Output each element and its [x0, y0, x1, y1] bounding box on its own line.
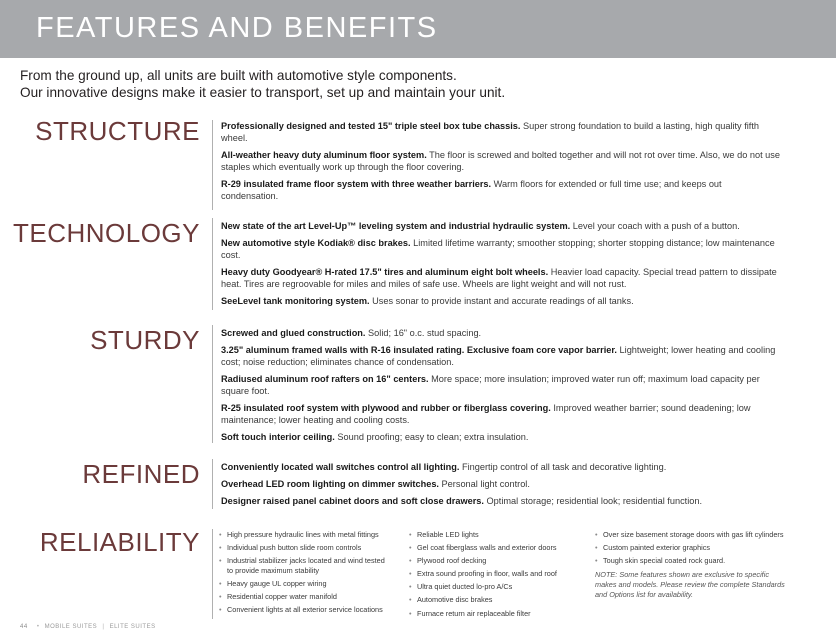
- feature-text: Level your coach with a push of a button.: [572, 221, 740, 231]
- footer-right-label: ELITE SUITES: [109, 624, 156, 630]
- feature-text: Solid; 16" o.c. stud spacing.: [368, 328, 482, 338]
- feature-text: Limited lifetime warranty; smoother stopping; shorter stopping distance; low maintenance cost.: [221, 238, 775, 260]
- section-divider: [212, 529, 213, 619]
- feature-text: Warm floors for extended or full time use; and keeps out condensation.: [221, 179, 722, 201]
- list-item: • Custom painted exterior graphics: [595, 543, 711, 553]
- list-item: • Extra sound proofing in floor, walls and roof: [409, 569, 557, 579]
- section-heading: REFINED: [82, 459, 200, 489]
- list-item: • Ultra quiet ducted lo-pro A/Cs: [409, 582, 513, 592]
- list-item: • Convenient lights at all exterior service locations: [219, 605, 383, 615]
- list-item: • Gel coat fiberglass walls and exterior doors: [409, 543, 557, 553]
- feature-list: [221, 220, 781, 312]
- page-title: FEATURES AND BENEFITS: [36, 12, 438, 44]
- list-item: • Tough skin special coated rock guard.: [595, 556, 726, 566]
- feature-text: Optimal storage; residential look; residential function.: [486, 496, 703, 506]
- feature-lead: Professionally designed and tested 15" triple steel box tube chassis.: [221, 121, 521, 131]
- section-heading: TECHNOLOGY: [12, 218, 200, 248]
- feature-item: [221, 478, 781, 490]
- feature-text: Fingertip control of all task and decorative lighting.: [461, 462, 667, 472]
- reliability-column: [595, 530, 785, 600]
- list-item-text: Automotive disc brakes: [417, 595, 493, 605]
- feature-text: Sound proofing; easy to clean; extra insulation.: [337, 432, 529, 442]
- footer-separator: |: [102, 624, 105, 630]
- page-number: 44: [20, 624, 28, 630]
- list-item: • High pressure hydraulic lines with metal fittings: [219, 530, 379, 539]
- feature-item: [221, 295, 781, 307]
- list-item-text: Gel coat fiberglass walls and exterior doors: [417, 543, 557, 553]
- list-item-text: Extra sound proofing in floor, walls and roof: [417, 569, 557, 579]
- list-item-text: Plywood roof decking: [417, 556, 487, 566]
- list-item-text: Industrial stabilizer jacks located and wind tested to provide maximum stability: [227, 556, 385, 576]
- feature-item: [221, 402, 781, 426]
- feature-text: Super strong foundation to build a lasting, high quality fifth wheel.: [221, 121, 760, 143]
- list-item-text: Over size basement storage doors with gas lift cylinders: [603, 530, 784, 539]
- feature-text: More space; more insulation; improved water run off; maximum load capacity per square foot.: [221, 374, 760, 396]
- feature-list: [221, 461, 781, 512]
- section-divider: [212, 120, 213, 210]
- list-item-text: Reliable LED lights: [417, 530, 479, 539]
- footer-separator: •: [36, 624, 40, 630]
- feature-item: [221, 495, 781, 507]
- availability-note: NOTE: Some features shown are exclusive to specific makes and models. Please review the complete Standards and Options list for availability.: [595, 570, 785, 600]
- list-item-text: Custom painted exterior graphics: [603, 543, 711, 553]
- feature-lead: Soft touch interior ceiling.: [221, 432, 335, 442]
- list-item: • Over size basement storage doors with gas lift cylinders: [595, 530, 784, 539]
- feature-list: [221, 327, 781, 448]
- intro-text: [20, 67, 505, 101]
- list-item-text: High pressure hydraulic lines with metal fittings: [227, 530, 379, 539]
- feature-list: [221, 120, 781, 207]
- list-item-text: Furnace return air replaceable filter: [417, 608, 531, 618]
- feature-item: [221, 431, 781, 443]
- list-item: • Reliable LED lights: [409, 530, 479, 539]
- header-banner: [0, 0, 836, 58]
- list-item: • Residential copper water manifold: [219, 592, 337, 602]
- intro-line: Our innovative designs make it easier to transport, set up and maintain your unit.: [20, 85, 506, 100]
- feature-item: [221, 220, 781, 232]
- feature-lead: R-29 insulated frame floor system with three weather barriers.: [221, 179, 492, 189]
- feature-lead: Designer raised panel cabinet doors and soft close drawers.: [221, 496, 484, 506]
- list-item: • Plywood roof decking: [409, 556, 487, 566]
- feature-lead: New automotive style Kodiak® disc brakes.: [221, 238, 411, 248]
- feature-item: [221, 266, 781, 290]
- list-item-text: Ultra quiet ducted lo-pro A/Cs: [417, 582, 513, 592]
- list-item-text: Individual push button slide room controls: [227, 543, 362, 553]
- footer-left-label: MOBILE SUITES: [44, 624, 98, 630]
- list-item: • Furnace return air replaceable filter: [409, 608, 531, 618]
- feature-item: [221, 327, 781, 339]
- list-item: • Industrial stabilizer jacks located and wind tested to provide maximum stability: [219, 556, 385, 576]
- feature-lead: Radiused aluminum roof rafters on 16" centers.: [221, 374, 429, 384]
- section-divider: [212, 218, 213, 310]
- feature-text: Lightweight; lower heating and cooling cost; noise reduction; eliminates chance of condensation.: [221, 345, 776, 367]
- list-item-text: Residential copper water manifold: [227, 592, 337, 602]
- feature-lead: All-weather heavy duty aluminum floor system.: [221, 150, 427, 160]
- list-item: • Heavy gauge UL copper wiring: [219, 579, 327, 589]
- feature-text: Improved weather barrier; sound deadening; low maintenance; lower heating and cooling costs.: [221, 403, 751, 425]
- feature-lead: Heavy duty Goodyear® H-rated 17.5" tires and aluminum eight bolt wheels.: [221, 267, 549, 277]
- feature-lead: Overhead LED room lighting on dimmer switches.: [221, 479, 439, 489]
- page-footer: [20, 624, 156, 630]
- feature-text: Uses sonar to provide instant and accurate readings of all tanks.: [372, 296, 634, 306]
- feature-item: [221, 344, 781, 368]
- feature-text: Personal light control.: [441, 479, 530, 489]
- section-divider: [212, 459, 213, 509]
- feature-text: The floor is screwed and bolted together and will not rot over time. Also, we do not use staples which eventually work up through the floor covering.: [221, 150, 780, 172]
- list-item-text: Heavy gauge UL copper wiring: [227, 579, 327, 589]
- reliability-column: [409, 530, 579, 622]
- feature-lead: Screwed and glued construction.: [221, 328, 366, 338]
- list-item-text: Convenient lights at all exterior service locations: [227, 605, 383, 615]
- section-heading: STURDY: [90, 325, 200, 355]
- feature-lead: SeeLevel tank monitoring system.: [221, 296, 370, 306]
- intro-line: From the ground up, all units are built with automotive style components.: [20, 68, 457, 83]
- feature-item: [221, 461, 781, 473]
- reliability-column: [219, 530, 391, 619]
- feature-lead: New state of the art Level-Up™ leveling system and industrial hydraulic system.: [221, 221, 571, 231]
- feature-lead: R-25 insulated roof system with plywood and rubber or fiberglass covering.: [221, 403, 551, 413]
- list-item-text: Tough skin special coated rock guard.: [603, 556, 726, 566]
- section-heading: STRUCTURE: [35, 116, 200, 146]
- list-item: • Individual push button slide room controls: [219, 543, 362, 553]
- feature-item: [221, 373, 781, 397]
- feature-item: [221, 178, 781, 202]
- feature-item: [221, 120, 781, 144]
- list-item: • Automotive disc brakes: [409, 595, 493, 605]
- feature-text: Heavier load capacity. Special tread pattern to dissipate heat. Tires are regroovable for miles and miles of safe use. Wheels are light weight and will not rust.: [221, 267, 777, 289]
- feature-lead: Conveniently located wall switches control all lighting.: [221, 462, 460, 472]
- section-heading: RELIABILITY: [39, 527, 200, 557]
- feature-lead: 3.25" aluminum framed walls with R-16 insulated rating. Exclusive foam core vapor barrier.: [221, 345, 617, 355]
- feature-item: [221, 149, 781, 173]
- section-divider: [212, 325, 213, 443]
- feature-item: [221, 237, 781, 261]
